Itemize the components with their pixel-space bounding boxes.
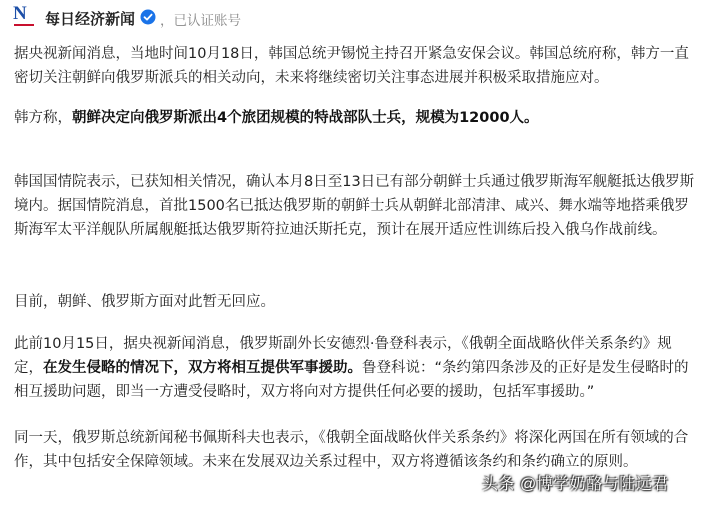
paragraph-4: 目前，朝鲜、俄罗斯方面对此暂无回应。 [14,294,275,310]
verified-check-icon [140,9,156,25]
paragraph-2 [14,106,539,130]
account-name[interactable]: 每日经济新闻 [45,10,136,28]
paragraph-5-part-a: 此前10月15日，据央视新闻消息，俄罗斯副外长安德烈·鲁登科表示，《俄朝全面战略伙伴关系条约》规定， [14,336,672,376]
account-header [0,0,706,34]
logo-letter: N [13,6,26,24]
paragraph-2-bold: 朝鲜决定向俄罗斯派出4个旅团规模的特战部队士兵，规模为12000人。 [72,110,539,126]
paragraph-2-lead: 韩方称， [14,110,72,126]
paragraph-5 [14,332,698,404]
account-status [160,9,241,29]
paragraph-1: 据央视新闻消息，当地时间10月18日，韩国总统尹锡悦主持召开紧急安保会议。韩国总统府称，韩方一直密切关注朝鲜向俄罗斯派兵的相关动向，未来将继续密切关注事态进展并积极采取措施应对。 [14,46,689,86]
logo-bar [14,24,34,26]
author-watermark: 头条 @博学奶酪与陆远君 [482,476,669,493]
paragraph-6: 同一天，俄罗斯总统新闻秘书佩斯科夫也表示，《俄朝全面战略伙伴关系条约》将深化两国在所有领域的合作，其中包括安全保障领域。未来在发展双边关系过程中，双方将遵循该条约和条约确立的原则。 [14,430,689,470]
account-logo[interactable] [12,6,36,28]
paragraph-5-bold: 在发生侵略的情况下，双方将相互提供军事援助。 [43,360,362,376]
paragraph-5-part-b: 鲁登科说：“条约第四条涉及的正好是发生侵略时的相互援助问题，即当一方遭受侵略时，双方将向对方提供任何必要的援助，包括军事援助。” [14,360,689,400]
status-separator: ， [160,13,174,29]
status-text: 已认证账号 [173,13,241,29]
paragraph-3: 韩国国情院表示，已获知相关情况，确认本月8日至13日已有部分朝鲜士兵通过俄罗斯海军舰艇抵达俄罗斯境内。据国情院消息，首批1500名已抵达俄罗斯的朝鲜士兵从朝鲜北部清津、咸兴、舞水端等地搭乘俄罗斯海军太平洋舰队所属舰艇抵达俄罗斯符拉迪沃斯托克，预计在展开适应性训练后投入俄乌作战前线。 [14,174,695,238]
